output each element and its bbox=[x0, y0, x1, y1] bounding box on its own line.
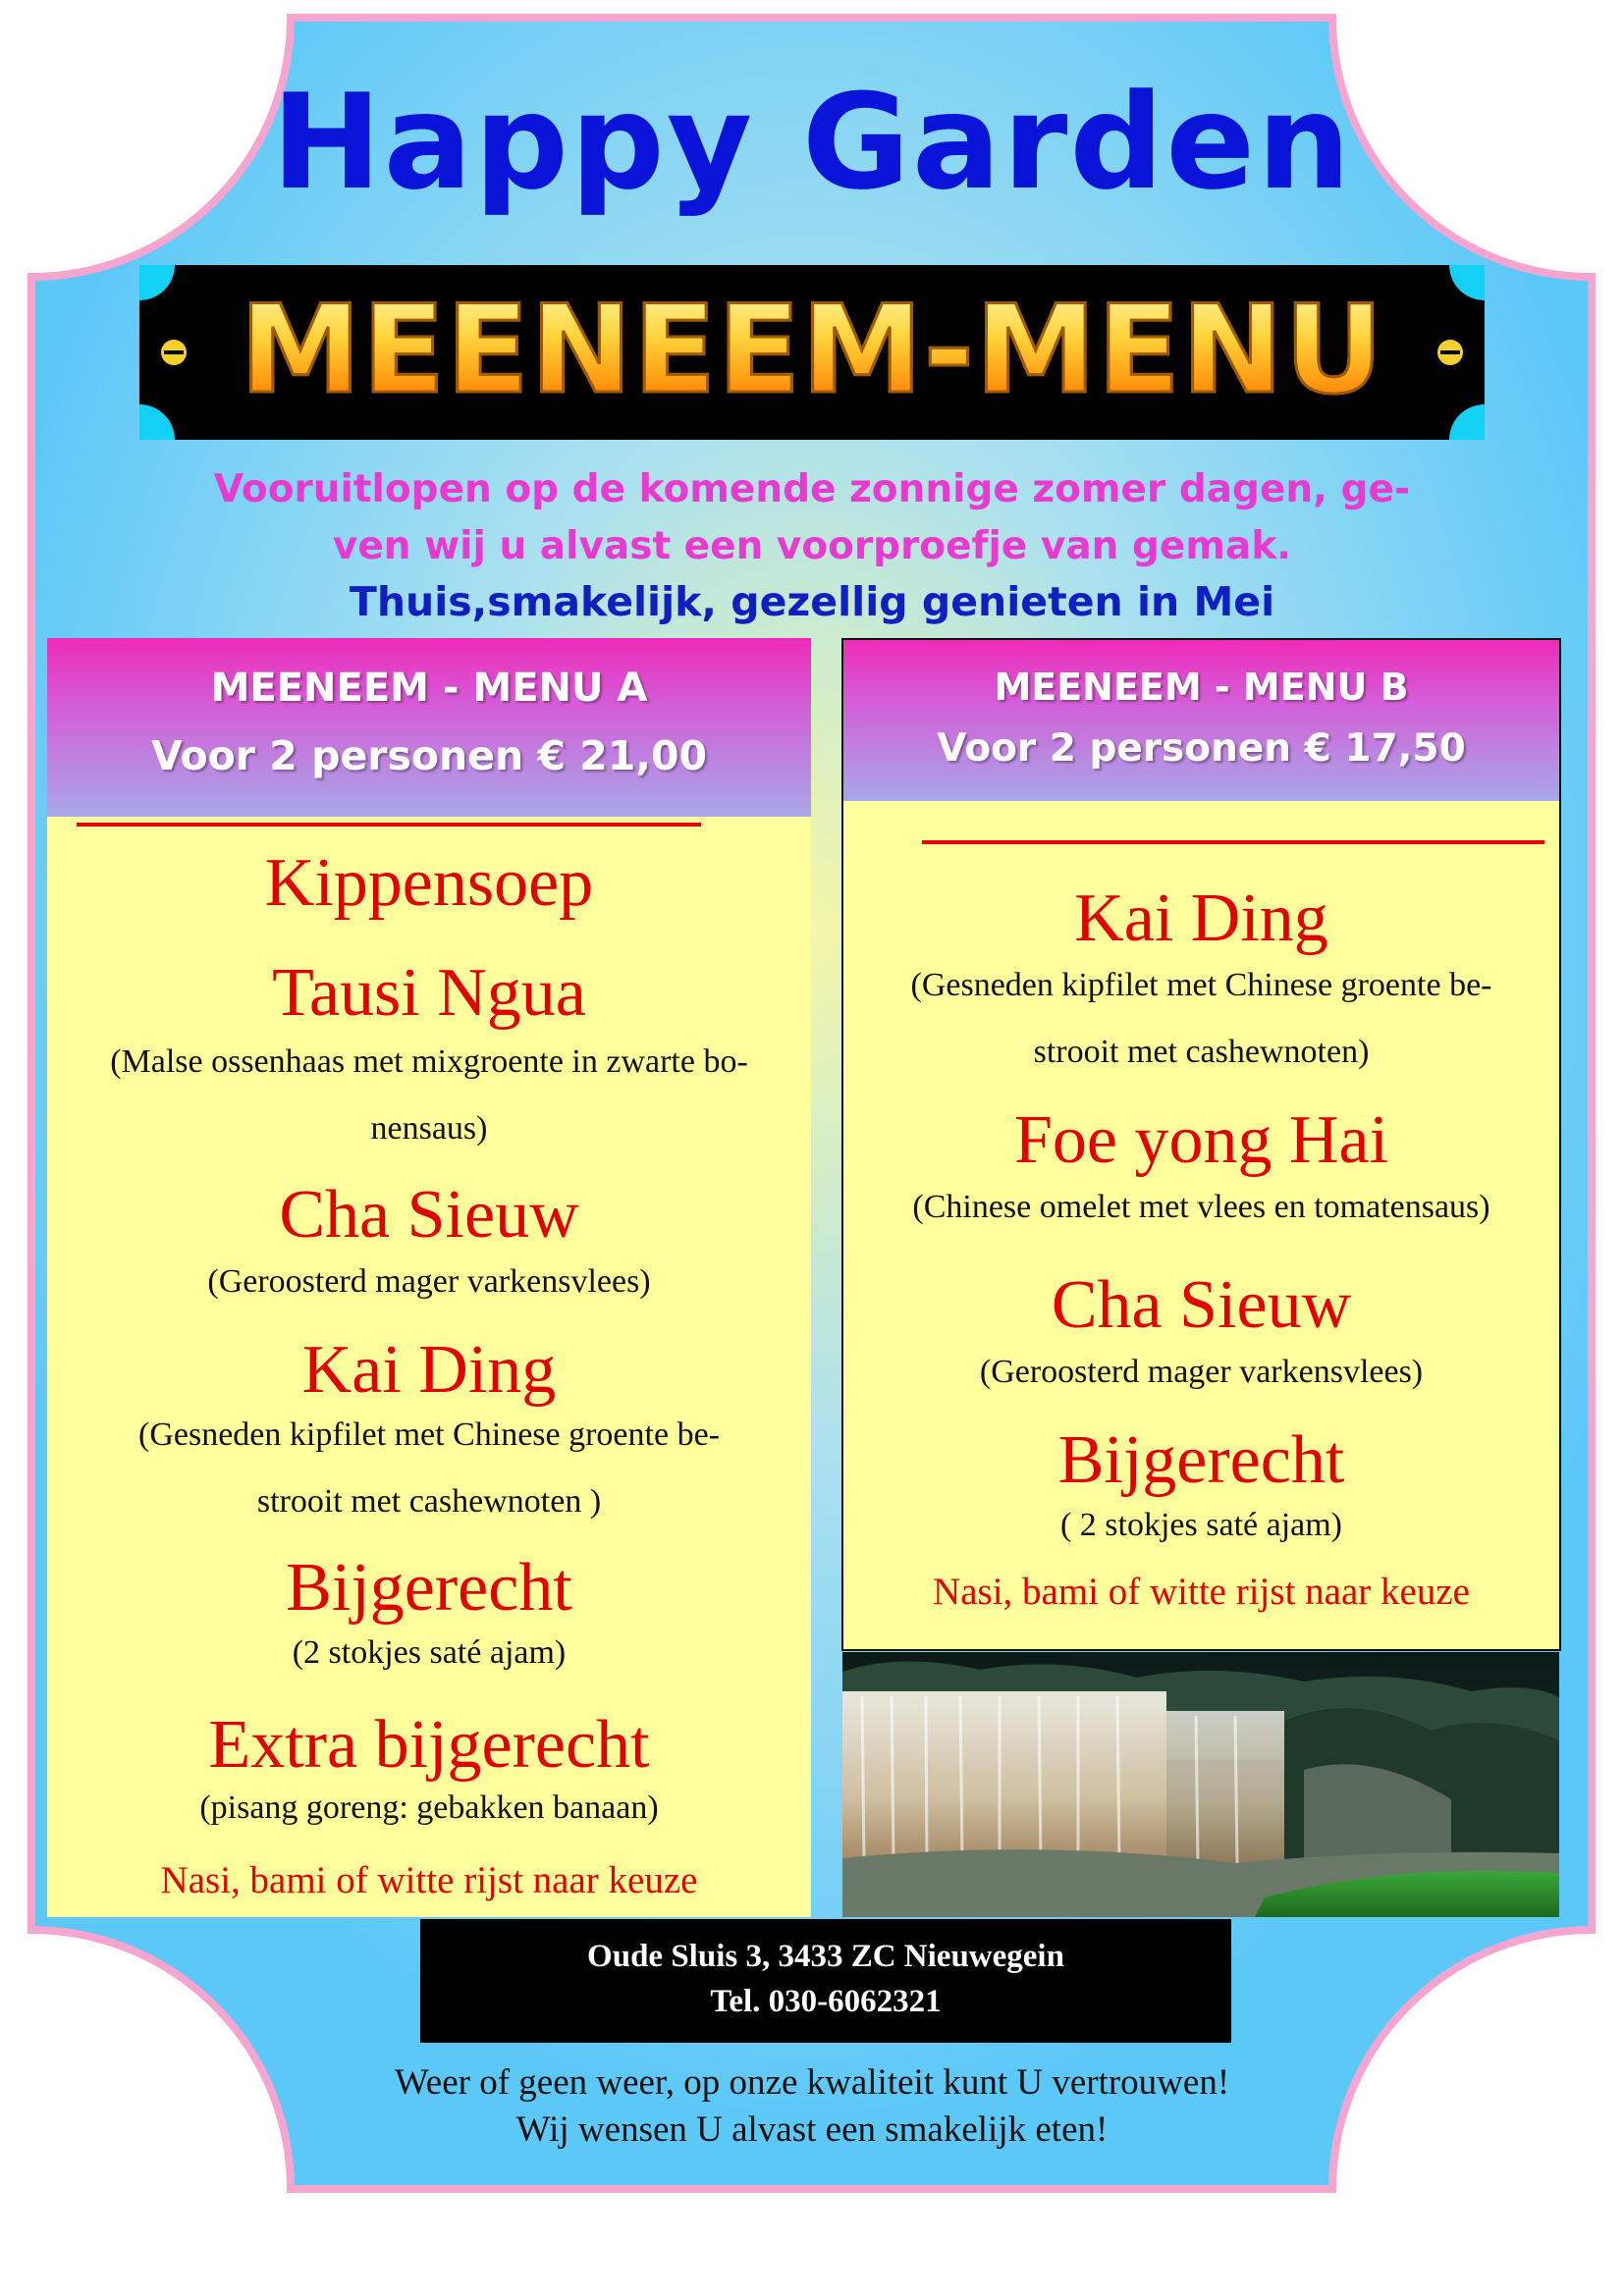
restaurant-name: Happy Garden bbox=[271, 66, 1353, 219]
address-phone: Tel. 030-6062321 bbox=[710, 1984, 942, 2019]
dish-description: strooit met cashewnoten ) bbox=[256, 1483, 602, 1520]
divider-line bbox=[922, 840, 1544, 844]
footer-line-1: Weer of geen weer, op onze kwaliteit kunt U vertrouwen! bbox=[394, 2062, 1230, 2103]
menu-b-header bbox=[843, 640, 1559, 801]
dish-description: (pisang goreng: gebakken banaan) bbox=[199, 1789, 659, 1826]
menu-b-panel bbox=[841, 638, 1561, 1651]
footer-line-2: Wij wensen U alvast een smakelijk eten! bbox=[515, 2109, 1109, 2150]
dish-name: Cha Sieuw bbox=[279, 1177, 579, 1253]
dish-description: (Chinese omelet met vlees en tomatensaus) bbox=[912, 1189, 1490, 1225]
dish-name: Tausi Ngua bbox=[272, 955, 586, 1031]
intro-line-1: Vooruitlopen op de komende zonnige zomer dagen, ge- bbox=[213, 467, 1411, 511]
dish-name: Kai Ding bbox=[301, 1332, 557, 1408]
menu-a-header bbox=[47, 638, 811, 817]
rice-choice: Nasi, bami of witte rijst naar keuze bbox=[933, 1571, 1470, 1613]
dish-description: (Malse ossenhaas met mixgroente in zwarte bo- bbox=[110, 1043, 748, 1080]
dish-description: (Gesneden kipfilet met Chinese groente be- bbox=[910, 967, 1492, 1003]
dish-description: (Gesneden kipfilet met Chinese groente be- bbox=[138, 1416, 720, 1453]
menu-a-price: Voor 2 personen € 21,00 bbox=[150, 732, 707, 779]
dish-name: Foe yong Hai bbox=[1013, 1102, 1389, 1178]
dish-description: (2 stokjes saté ajam) bbox=[292, 1634, 567, 1671]
dish-name: Extra bijgerecht bbox=[208, 1707, 650, 1783]
intro-line-2: ven wij u alvast een voorproefje van gemak. bbox=[332, 524, 1292, 568]
dish-description: ( 2 stokjes saté ajam) bbox=[1059, 1507, 1343, 1543]
divider-line bbox=[77, 823, 701, 827]
dish-description: nensaus) bbox=[370, 1110, 488, 1147]
dish-description: (Geroosterd mager varkensvlees) bbox=[207, 1263, 651, 1300]
menu-b-price: Voor 2 personen € 17,50 bbox=[937, 726, 1466, 771]
address-block bbox=[420, 1919, 1231, 2043]
dish-name: Kippensoep bbox=[264, 845, 594, 921]
waterfall-photo bbox=[842, 1652, 1559, 1917]
dish-description: (Geroosterd mager varkensvlees) bbox=[979, 1354, 1424, 1390]
intro-line-3: Thuis,smakelijk, gezellig genieten in Mei bbox=[349, 578, 1275, 625]
menu-banner bbox=[139, 265, 1485, 440]
address-street: Oude Sluis 3, 3433 ZC Nieuwegein bbox=[587, 1939, 1064, 1974]
dish-description: strooit met cashewnoten) bbox=[1033, 1034, 1370, 1070]
banner-title: MEENEEM-MENU bbox=[139, 287, 1485, 414]
dish-name: Bijgerecht bbox=[286, 1550, 572, 1626]
menu-b-title: MEENEEM - MENU B bbox=[994, 666, 1409, 709]
dish-name: Kai Ding bbox=[1074, 881, 1328, 956]
dish-name: Bijgerecht bbox=[1057, 1422, 1345, 1498]
menu-a-title: MEENEEM - MENU A bbox=[210, 666, 648, 711]
menu-a-panel bbox=[47, 638, 811, 1917]
dish-name: Cha Sieuw bbox=[1051, 1267, 1352, 1343]
rice-choice: Nasi, bami of witte rijst naar keuze bbox=[160, 1859, 698, 1901]
